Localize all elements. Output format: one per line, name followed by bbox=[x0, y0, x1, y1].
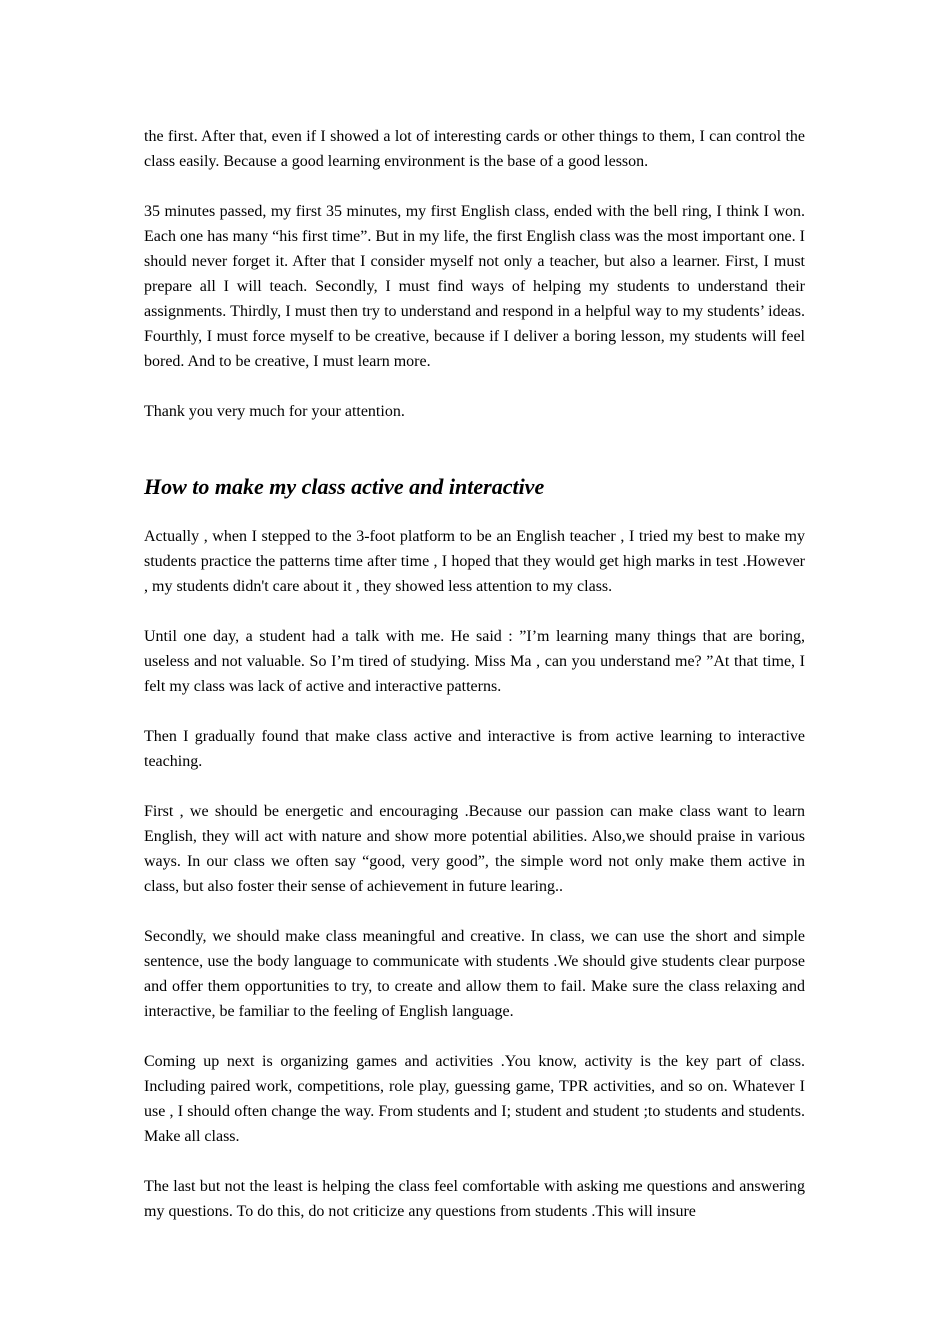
paragraph-gradually-found: Then I gradually found that make class active and interactive is from active learning to interactive teaching. bbox=[144, 728, 805, 770]
paragraph-until-one-day: Until one day, a student had a talk with me. He said : ”I’m learning many things that are boring, useless and not valuable. So I’m tired of studying. Miss Ma , can you understand me? ”At that time, I felt my class was lack of active and interactive patterns. bbox=[144, 628, 805, 695]
document-body bbox=[144, 124, 805, 1249]
paragraph-thank-you: Thank you very much for your attention. bbox=[144, 403, 405, 420]
section-heading: How to make my class active and interactive bbox=[144, 474, 545, 499]
paragraph-secondly-meaningful: Secondly, we should make class meaningful and creative. In class, we can use the short and simple sentence, use the body language to communicate with students .We should give students clear purpose and offer them opportunities to try, to create and allow them to fail. Make sure the class relaxing and interactive, be familiar to the feeling of English language. bbox=[144, 928, 805, 1020]
paragraph-control-class: the first. After that, even if I showed a lot of interesting cards or other things to them, I can control the class easily. Because a good learning environment is the base of a good lesson. bbox=[144, 128, 805, 170]
paragraph-first-energetic: First , we should be energetic and encouraging .Because our passion can make class want to learn English, they will act with nature and show more potential abilities. Also,we should praise in various ways. In our class we often say “good, very good”, the simple word not only make them active in class, but also foster their sense of achievement in future learing.. bbox=[144, 803, 805, 895]
paragraph-actually: Actually , when I stepped to the 3-foot platform to be an English teacher , I tried my best to make my students practice the patterns time after time , I hoped that they would get high marks in test .However , my students didn't care about it , they showed less attention to my class. bbox=[144, 528, 805, 595]
paragraph-first-english-class: 35 minutes passed, my first 35 minutes, my first English class, ended with the bell ring, I think I won. Each one has many “his first time”. But in my life, the first English class was the most important one. I should never forget it. After that I consider myself not only a teacher, but also a learner. First, I must prepare all I will teach. Secondly, I must find ways of helping my students to understand their assignments. Thirdly, I must then try to understand and respond in a helpful way to my students’ ideas. Fourthly, I must force myself to be creative, because if I deliver a boring lesson, my students will feel bored. And to be creative, I must learn more. bbox=[144, 203, 805, 370]
paragraph-last-not-least: The last but not the least is helping the class feel comfortable with asking me questions and answering my questions. To do this, do not criticize any questions from students .This will insure bbox=[144, 1178, 805, 1220]
paragraph-games-activities: Coming up next is organizing games and activities .You know, activity is the key part of class. Including paired work, competitions, role play, guessing game, TPR activities, and so on. Whatever I use , I should often change the way. From students and I; student and student ;to students and students. Make all class. bbox=[144, 1053, 805, 1145]
